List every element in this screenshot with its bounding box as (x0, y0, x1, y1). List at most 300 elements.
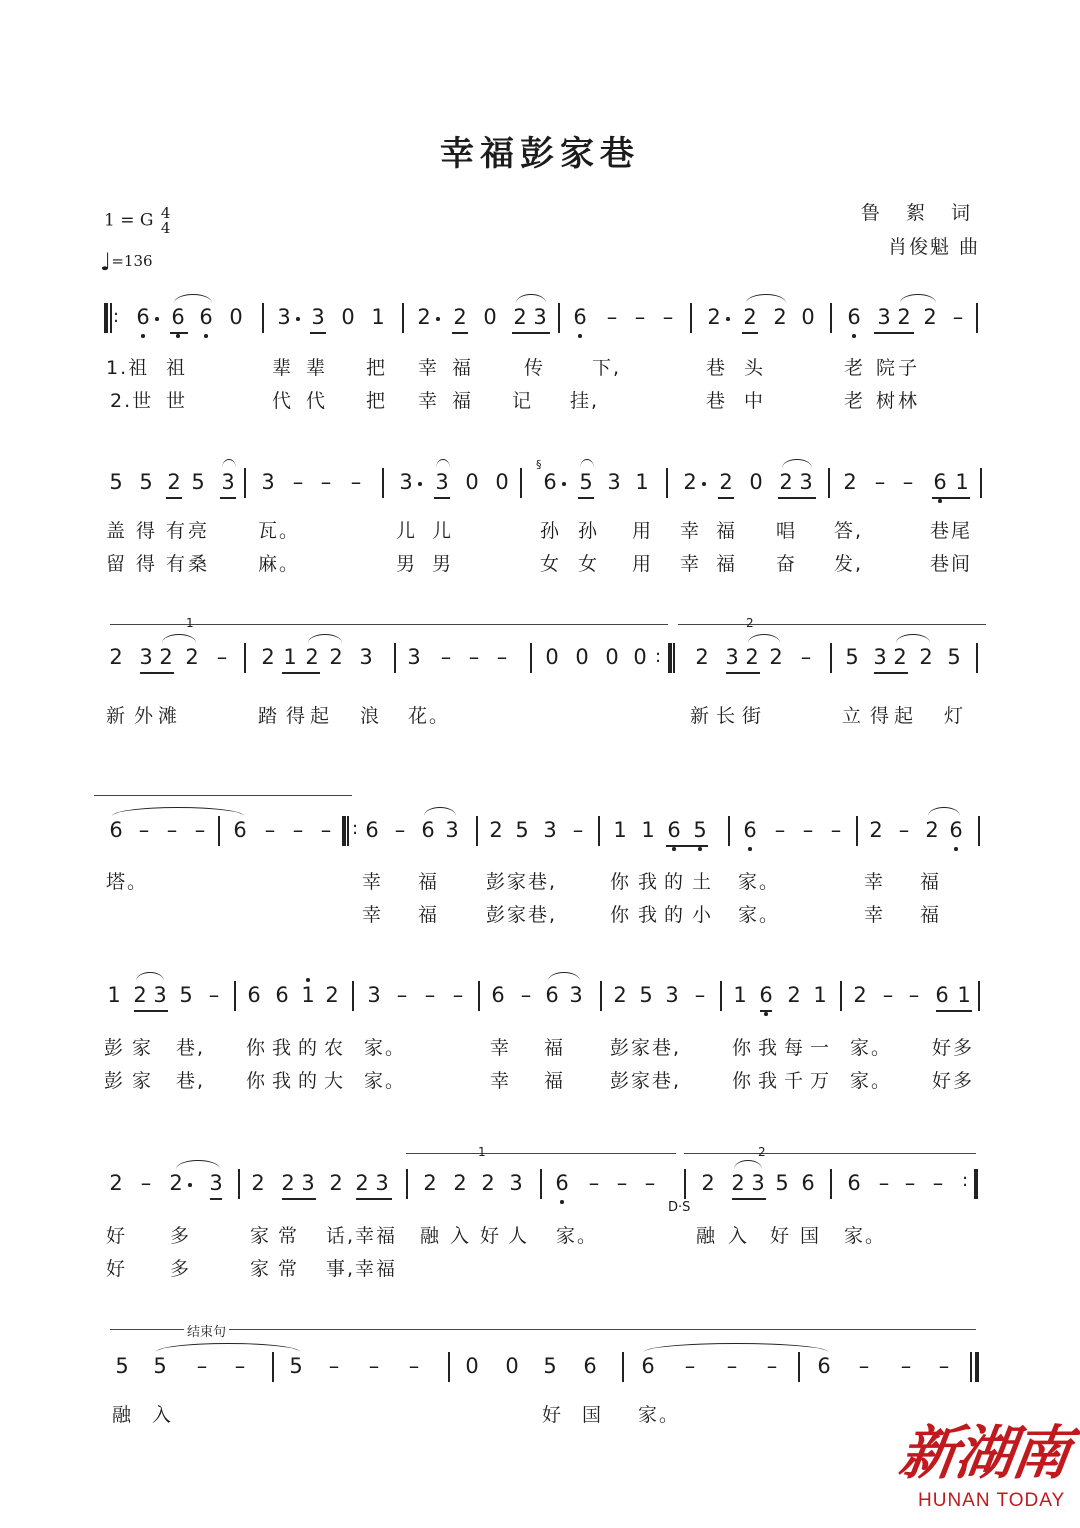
note-digit: 6 (817, 1354, 831, 1378)
note-digit: 0 (605, 645, 619, 669)
note-digit: 3 (375, 1171, 389, 1195)
note-digit: 6 (136, 305, 150, 329)
bar-line (520, 468, 522, 498)
note-digit: 3 (139, 645, 153, 669)
lyric-syllable: 福 (452, 390, 474, 412)
note-dash: – (644, 1171, 656, 1195)
note-dash: – (216, 645, 228, 669)
note-digit: 2 (329, 1171, 343, 1195)
row6-lyrics-verse1 (0, 1221, 1080, 1253)
note-digit: 2 (281, 1171, 295, 1195)
note-dash: – (952, 305, 964, 329)
composer-credit: 肖俊魁 曲 (887, 236, 980, 258)
lyric-syllable: 奋 (776, 553, 798, 575)
lyric-syllable: 幸 (680, 553, 702, 575)
lyric-syllable: 辈 (306, 357, 328, 379)
lyric-syllable: 幸 (680, 520, 702, 542)
lyric-syllable: 头 (744, 357, 766, 379)
bar-line (830, 303, 832, 333)
lyric-syllable: 用 (632, 520, 654, 542)
ending-bracket-2 (678, 624, 986, 635)
lyric-syllable: 麻。 (258, 553, 301, 575)
lyric-syllable: 子 (898, 357, 920, 379)
lyric-syllable: 幸 (490, 1070, 512, 1092)
note-digit: 3 (873, 645, 887, 669)
lyric-syllable: 事,幸福 (326, 1258, 398, 1280)
note-digit: 0 (483, 305, 497, 329)
lyric-syllable: 家。 (638, 1404, 681, 1426)
lyric-syllable: 人 (508, 1225, 530, 1247)
time-num: 4 (160, 204, 171, 222)
lyric-syllable: 彭 (104, 1037, 126, 1059)
lyric-syllable: 老 (844, 357, 866, 379)
lyric-syllable: 把 (366, 390, 388, 412)
note-digit: 5 (289, 1354, 303, 1378)
note-digit: 2 (305, 645, 319, 669)
ending-bracket-2 (684, 1153, 976, 1164)
row6-ending2-label: 2 (758, 1145, 766, 1159)
note-digit: 6 (743, 818, 757, 842)
lyric-syllable: 你 (732, 1037, 754, 1059)
note-digit: 0 (545, 645, 559, 669)
bar-line (976, 643, 978, 673)
lyric-syllable: 孙 (540, 520, 562, 542)
row4-lyrics-verse1 (0, 867, 1080, 899)
row1-lyrics-verse1 (0, 353, 1080, 385)
lyric-syllable: 好 (106, 1258, 128, 1280)
lyric-syllable: 福 (544, 1070, 566, 1092)
lyric-syllable: 新 (690, 705, 712, 727)
lyric-syllable: 我 (758, 1070, 780, 1092)
lyric-syllable: 塔。 (106, 871, 149, 893)
tempo-marking (100, 248, 153, 276)
note-dash: – (452, 983, 464, 1007)
note-digit: 2 (167, 470, 181, 494)
note-digit: 2 (919, 645, 933, 669)
augmentation-dot (418, 482, 422, 486)
bar-line (218, 816, 220, 846)
repeat-dots: : (113, 306, 120, 327)
note-digit: 3 (435, 470, 449, 494)
bar-line (234, 981, 236, 1011)
repeat-dots: : (352, 818, 359, 839)
lyric-syllable: 入 (728, 1225, 750, 1247)
lyric-syllable: 家。 (738, 871, 781, 893)
lyric-syllable: 发, (834, 553, 864, 575)
bar-line (406, 1169, 408, 1199)
note-dash: – (396, 983, 408, 1007)
bar-line (980, 468, 982, 498)
note-dash: – (606, 305, 618, 329)
lyric-syllable: 留 (106, 553, 128, 575)
bar-line (673, 643, 675, 673)
lyric-syllable: 国 (582, 1404, 604, 1426)
note-digit: 6 (935, 983, 949, 1007)
note-dash: – (882, 983, 894, 1007)
lyric-syllable: 世 (166, 390, 188, 412)
lyric-syllable: 家 (132, 1037, 154, 1059)
note-dash: – (898, 818, 910, 842)
lyric-syllable: 得 (136, 520, 158, 542)
octave-dot-below (698, 847, 702, 851)
note-digit: 6 (759, 983, 773, 1007)
slur (548, 972, 580, 981)
note-digit: 3 (367, 983, 381, 1007)
bar-line (558, 303, 560, 333)
lyric-syllable: 幸 (864, 871, 886, 893)
bar-line (975, 1352, 979, 1382)
lyric-syllable: 女 (578, 553, 600, 575)
lyric-syllable: 的 (664, 904, 686, 926)
bar-line (352, 981, 354, 1011)
slur (896, 634, 930, 643)
bar-line (110, 303, 112, 333)
note-digit: 0 (465, 470, 479, 494)
note-digit: 2 (261, 645, 275, 669)
note-dash: – (800, 645, 812, 669)
lyric-syllable: 彭家巷, (610, 1070, 682, 1092)
lyric-syllable: 街 (742, 705, 764, 727)
lyric-syllable: 盖 (106, 520, 128, 542)
beam-underline (356, 1198, 392, 1200)
time-signature (161, 206, 171, 236)
lyric-syllable: 院 (876, 357, 898, 379)
beam-underline (452, 332, 468, 334)
lyric-syllable: 彭家巷, (610, 1037, 682, 1059)
lyric-syllable: 幸 (418, 357, 440, 379)
beam-underline (140, 672, 174, 674)
bar-line (272, 1352, 274, 1382)
lyric-syllable: 代 (306, 390, 328, 412)
lyric-syllable: 家。 (844, 1225, 887, 1247)
octave-dot-below (560, 1200, 564, 1204)
note-digit: 6 (171, 305, 185, 329)
row1-lyrics-verse2 (0, 386, 1080, 418)
note-dash: – (774, 818, 786, 842)
lyric-syllable: 好 (106, 1225, 128, 1247)
lyric-syllable: 的 (298, 1070, 320, 1092)
note-dash: – (902, 470, 914, 494)
note-dash: – (726, 1354, 738, 1378)
lyric-syllable: 我 (272, 1037, 294, 1059)
note-digit: 0 (749, 470, 763, 494)
note-digit: 1 (641, 818, 655, 842)
note-digit: 0 (505, 1354, 519, 1378)
augmentation-dot (436, 317, 440, 321)
note-digit: 0 (341, 305, 355, 329)
lyric-syllable: 农 (324, 1037, 346, 1059)
lyric-syllable: 有 (166, 520, 188, 542)
lyric-syllable: 幸 (362, 871, 384, 893)
note-digit: 3 (751, 1171, 765, 1195)
lyric-syllable: 男 (396, 553, 418, 575)
beam-underline (666, 845, 708, 847)
lyric-syllable: 答, (834, 520, 864, 542)
lyric-syllable: 下, (592, 357, 622, 379)
lyric-syllable: 灯 (944, 705, 966, 727)
key-label: 1 = G (104, 210, 154, 231)
lyric-syllable: 辈 (272, 357, 294, 379)
note-dash: – (424, 983, 436, 1007)
slur (424, 807, 456, 816)
note-digit: 6 (233, 818, 247, 842)
lyric-syllable: 瓦。 (258, 520, 301, 542)
note-digit: 6 (801, 1171, 815, 1195)
slur (156, 1343, 300, 1352)
note-digit: 2 (251, 1171, 265, 1195)
lyric-syllable: 祖 (166, 357, 188, 379)
note-digit: 5 (693, 818, 707, 842)
slur (516, 294, 546, 303)
note-digit: 5 (115, 1354, 129, 1378)
segno-mark: § (536, 458, 542, 471)
lyric-syllable: 大 (324, 1070, 346, 1092)
note-digit: 3 (533, 305, 547, 329)
lyric-syllable: 家。 (850, 1070, 893, 1092)
lyric-syllable: 家。 (850, 1037, 893, 1059)
lyric-syllable: 福 (418, 871, 440, 893)
note-digit: 5 (515, 818, 529, 842)
bar-line (598, 816, 600, 846)
lyric-syllable: 国 (800, 1225, 822, 1247)
beam-underline (726, 672, 760, 674)
note-digit: 3 (407, 645, 421, 669)
beam-underline (874, 332, 914, 334)
lyric-syllable: 万 (810, 1070, 832, 1092)
slur (580, 459, 594, 468)
bar-line (104, 303, 108, 333)
lyric-syllable: 浪 (360, 705, 382, 727)
note-digit: 0 (495, 470, 509, 494)
bar-line (828, 468, 830, 498)
ending-bracket-1 (406, 1153, 676, 1164)
note-digit: 5 (139, 470, 153, 494)
lyric-syllable: 幸 (418, 390, 440, 412)
lyric-syllable: 把 (366, 357, 388, 379)
note-digit: 2 (109, 645, 123, 669)
lyric-syllable: 得 (870, 705, 892, 727)
note-dash: – (208, 983, 220, 1007)
note-digit: 6 (109, 818, 123, 842)
slur (644, 1343, 828, 1352)
note-dash: – (292, 470, 304, 494)
bar-line (244, 643, 246, 673)
note-digit: 3 (311, 305, 325, 329)
bar-line (342, 816, 346, 846)
lyric-syllable: 幸 (864, 904, 886, 926)
note-digit: 1 (957, 983, 971, 1007)
bar-line (976, 303, 978, 333)
bar-line (970, 1352, 972, 1382)
note-dash: – (440, 645, 452, 669)
lyric-syllable: 家。 (364, 1037, 407, 1059)
slur (174, 294, 212, 303)
note-dash: – (520, 983, 532, 1007)
note-digit: 2 (159, 645, 173, 669)
note-digit: 3 (799, 470, 813, 494)
note-digit: 3 (153, 983, 167, 1007)
slur (222, 459, 236, 468)
lyric-syllable: 彭 (104, 1070, 126, 1092)
bar-line (402, 303, 404, 333)
bar-line (600, 981, 602, 1011)
lyric-syllable: 家。 (556, 1225, 599, 1247)
row3-ending2-label: 2 (746, 616, 754, 630)
bar-line (840, 981, 842, 1011)
bar-line (684, 1169, 686, 1199)
note-digit: 2 (169, 1171, 183, 1195)
lyric-syllable: 家。 (364, 1070, 407, 1092)
lyric-syllable: 我 (638, 871, 660, 893)
augmentation-dot (188, 1183, 192, 1187)
slur (900, 294, 936, 303)
note-digit: 2 (701, 1171, 715, 1195)
lyric-syllable: 我 (758, 1037, 780, 1059)
note-dash: – (858, 1354, 870, 1378)
note-digit: 2 (925, 818, 939, 842)
note-dash: – (802, 818, 814, 842)
lyric-syllable: 2.世 (110, 390, 154, 412)
note-digit: 1 (283, 645, 297, 669)
note-digit: 2 (923, 305, 937, 329)
lyric-syllable: 巷, (176, 1037, 206, 1059)
lyric-syllable: 花。 (408, 705, 451, 727)
note-digit: 2 (453, 1171, 467, 1195)
note-dash: – (394, 818, 406, 842)
note-digit: 6 (949, 818, 963, 842)
lyric-syllable: 巷间 (930, 553, 973, 575)
note-digit: 1 (733, 983, 747, 1007)
row3-ending1-label: 1 (186, 616, 194, 630)
note-dash: – (320, 818, 332, 842)
note-digit: 0 (633, 645, 647, 669)
lyric-syllable: 融 (112, 1404, 134, 1426)
note-dash: – (904, 1171, 916, 1195)
lyric-syllable: 福 (452, 357, 474, 379)
lyric-syllable: 得 (286, 705, 308, 727)
lyric-syllable: 巷尾 (930, 520, 973, 542)
bar-line (478, 981, 480, 1011)
note-digit: 0 (801, 305, 815, 329)
slur (782, 459, 812, 468)
lyric-syllable: 唱 (776, 520, 798, 542)
note-digit: 3 (277, 305, 291, 329)
lyric-syllable: 传 (524, 357, 546, 379)
note-digit: 2 (423, 1171, 437, 1195)
lyric-syllable: 彭家巷, (486, 904, 558, 926)
song-title: 幸福彭家巷 (440, 134, 640, 174)
note-digit: 6 (847, 1171, 861, 1195)
lyric-syllable: 代 (272, 390, 294, 412)
lyric-syllable: 融 (420, 1225, 442, 1247)
row5-lyrics-verse1 (0, 1033, 1080, 1065)
lyric-syllable: 常 (278, 1258, 300, 1280)
bar-line (830, 643, 832, 673)
lyric-syllable: 你 (610, 871, 632, 893)
note-digit: 2 (853, 983, 867, 1007)
note-digit: 1 (613, 818, 627, 842)
note-digit: 5 (947, 645, 961, 669)
note-digit: 6 (933, 470, 947, 494)
lyric-syllable: 的 (664, 871, 686, 893)
note-digit: 2 (185, 645, 199, 669)
note-dash: – (166, 818, 178, 842)
lyric-syllable: 我 (272, 1070, 294, 1092)
note-digit: 1 (301, 983, 315, 1007)
slur (136, 972, 164, 981)
lyric-syllable: 中 (744, 390, 766, 412)
octave-dot-below (141, 334, 145, 338)
bar-line (244, 468, 246, 498)
note-digit: 2 (731, 1171, 745, 1195)
note-digit: 1 (107, 983, 121, 1007)
beam-underline (166, 497, 182, 499)
note-digit: 5 (109, 470, 123, 494)
lyric-syllable: 有 (166, 553, 188, 575)
note-dash: – (194, 818, 206, 842)
lyric-syllable: 立 (842, 705, 864, 727)
note-dash: – (874, 470, 886, 494)
note-digit: 6 (847, 305, 861, 329)
augmentation-dot (702, 482, 706, 486)
repeat-dots: : (962, 1170, 969, 1191)
bar-line (974, 1169, 978, 1199)
lyric-syllable: 好多 (932, 1070, 975, 1092)
lyric-syllable: 融 (696, 1225, 718, 1247)
note-digit: 2 (417, 305, 431, 329)
lyric-syllable: 记 (512, 390, 534, 412)
note-digit: 3 (301, 1171, 315, 1195)
note-digit: 1 (635, 470, 649, 494)
lyric-syllable: 巷 (706, 357, 728, 379)
dal-segno-mark: D·S (668, 1200, 691, 1215)
note-digit: 2 (481, 1171, 495, 1195)
beam-underline (760, 1010, 772, 1012)
lyric-syllable: 踏 (258, 705, 280, 727)
note-digit: 5 (579, 470, 593, 494)
lyric-syllable: 我 (638, 904, 660, 926)
bar-line (262, 303, 264, 333)
note-dash: – (320, 470, 332, 494)
lyric-syllable: 儿 (396, 520, 418, 542)
lyric-syllable: 你 (610, 904, 632, 926)
lyric-syllable: 巷 (706, 390, 728, 412)
beam-underline (282, 672, 320, 674)
ending-continuation (94, 795, 352, 806)
lyric-syllable: 家 (250, 1225, 272, 1247)
coda-bracket (110, 1329, 976, 1340)
note-digit: 6 (365, 818, 379, 842)
lyric-syllable: 滩 (158, 705, 180, 727)
lyric-syllable: 福 (716, 553, 738, 575)
note-dash: – (496, 645, 508, 669)
lyric-syllable: 挂, (570, 390, 600, 412)
lyric-syllable: 的 (298, 1037, 320, 1059)
slur (748, 634, 780, 643)
note-digit: 6 (583, 1354, 597, 1378)
note-digit: 3 (509, 1171, 523, 1195)
note-digit: 1 (955, 470, 969, 494)
lyric-syllable: 一 (810, 1037, 832, 1059)
note-digit: 6 (275, 983, 289, 1007)
note-digit: 3 (359, 645, 373, 669)
beam-underline (732, 1198, 766, 1200)
note-digit: 6 (247, 983, 261, 1007)
augmentation-dot (726, 317, 730, 321)
ending-bracket-1 (110, 624, 668, 635)
note-digit: 6 (667, 818, 681, 842)
note-dash: – (932, 1171, 944, 1195)
